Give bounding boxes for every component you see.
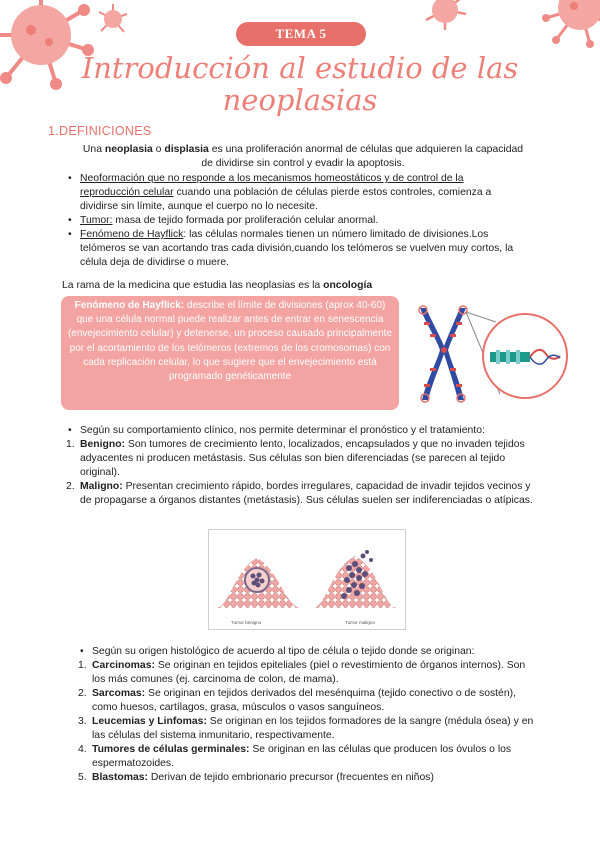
list-item: • Fenómeno de Hayflick: las células normales tienen un número limitado de divisiones.Los telómeros se van acortando tras cada división,cuando los telómeros se vuelven muy cortos, la célula deja de dividirse o muere.: [66, 228, 518, 270]
tumor-figure: [208, 529, 406, 630]
oncology-line: La rama de la medicina que estudia las neoplasias es la oncología: [62, 280, 373, 291]
virus-icon: [418, 0, 472, 32]
list-item: • Tumor: masa de tejido formada por proliferación celular anormal.: [66, 214, 518, 228]
figure-caption: Tumor maligno: [345, 620, 375, 625]
list-item: • Neoformación que no responde a los mecanismos homeostáticos y de control de la reproducción celular cuando una población de células pierde estos controles, comienza a dividirse sin límite, aunque el cuerpo no lo necesite.: [66, 172, 518, 214]
list-item: 1. Carcinomas: Se originan en tejidos epiteliales (piel o revestimiento de órganos internos). Son los más comunes (ej. carcinoma de colon, de mama).: [78, 660, 526, 685]
origin-list: [78, 659, 538, 785]
origin-intro: [78, 645, 538, 659]
list-item: • Según su origen histológico de acuerdo al tipo de célula o tejido donde se originan:: [78, 645, 538, 659]
hayflick-note: Fenómeno de Hayflick: describe el límite de divisiones (aprox 40-60) que una célula normal puede realizar antes de entrar en senescencia (envejecimiento celular) y detenerse, un proceso causado principalmente por el acortamiento de los telómeros (extremos de los cromosomas) con cada replicación celular, lo que sugiere que el envejecimiento está programado genéticamente: [61, 296, 399, 410]
tumor-illustration: [209, 530, 405, 629]
title-line: neoplasias: [222, 83, 378, 117]
virus-icon: [536, 0, 600, 48]
list-item: 5. Blastomas: Derivan de tejido embrionario precursor (frecuentes en niños): [78, 772, 434, 783]
list-item: 2. Maligno: Presentan crecimiento rápido, bordes irregulares, capacidad de invadir tejidos vecinos y de propagarse a órganos distantes (metástasis). Sus células suelen ser indiferenciadas o atípicas.: [66, 481, 533, 506]
list-item: • Según su comportamiento clínico, nos permite determinar el pronóstico y el tratamiento:: [66, 424, 536, 438]
figure-caption: Tumor benigno: [231, 620, 262, 625]
behavior-intro: [66, 424, 536, 438]
list-item: 3. Leucemias y Linfomas: Se originan en los tejidos formadores de la sangre (médula ósea) y en las células del sistema inmunitario, respectivamente.: [78, 716, 534, 741]
behavior-list: [66, 438, 538, 508]
intro-paragraph: Una neoplasia o displasia es una proliferación anormal de células que adquieren la capacidad de dividirse sin control y evadir la apoptosis.: [82, 144, 524, 169]
chromosome-illustration: [410, 304, 570, 404]
list-item: 1. Benigno: Son tumores de crecimiento lento, localizados, encapsulados y que no invaden tejidos adyacentes ni producen metástasis. Sus células son bien diferenciadas (se parecen al tejido original).: [66, 439, 525, 478]
list-item: 4. Tumores de células germinales: Se originan en las células que producen los óvulos o los espermatozoides.: [78, 744, 512, 769]
virus-icon: [96, 2, 130, 36]
section-heading: 1.DEFINICIONES: [48, 124, 152, 138]
definition-list: [66, 172, 518, 270]
topic-badge: TEMA 5: [236, 22, 366, 46]
list-item: 2. Sarcomas: Se originan en tejidos derivados del mesénquima (tejido conectivo o de sostén), como huesos, cartílagos, grasa, músculos o vasos sanguíneos.: [78, 688, 516, 713]
title-line: Introducción al estudio de las: [81, 51, 519, 85]
page-title: [70, 52, 530, 116]
